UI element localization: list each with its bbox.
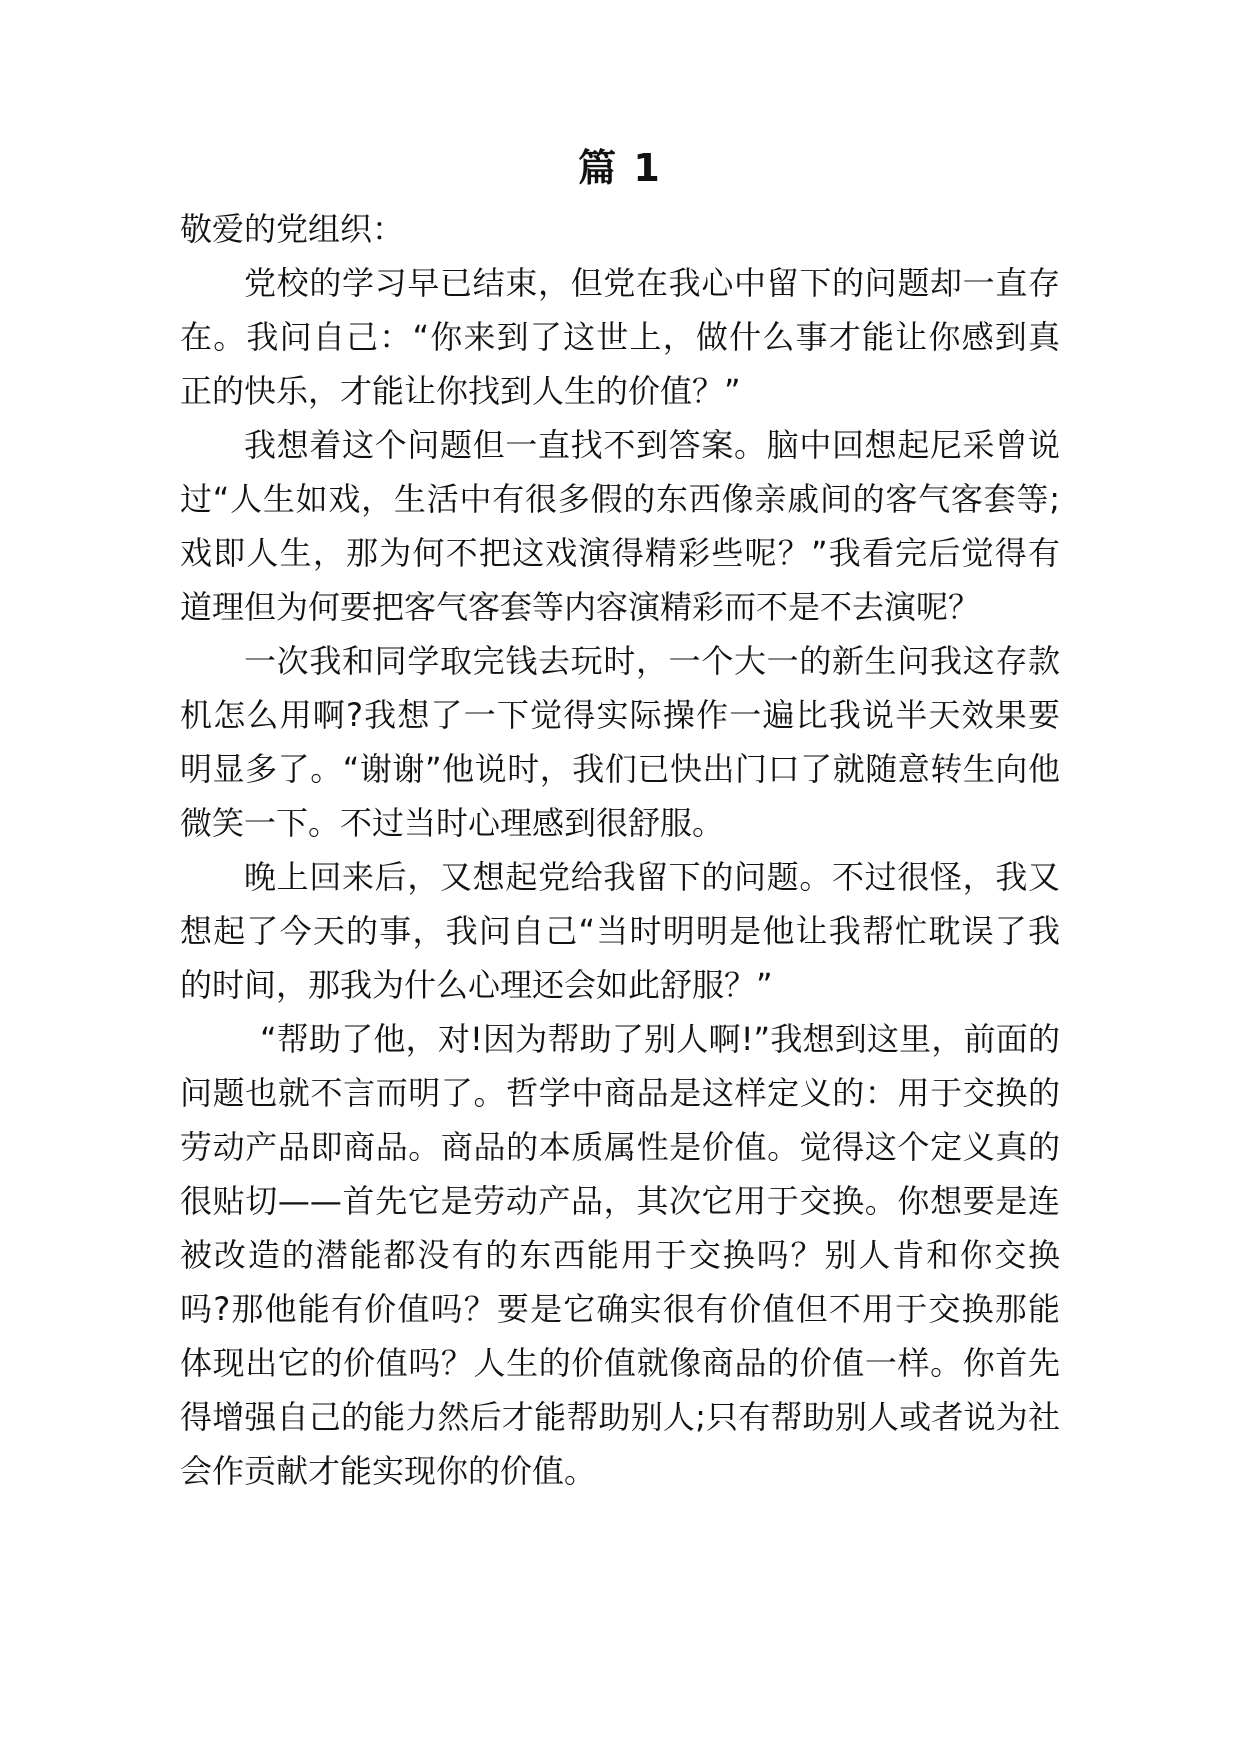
paragraph-3: 一次我和同学取完钱去玩时，一个大一的新生问我这存款机怎么用啊?我想了一下觉得实际操作一遍比我说半天效果要明显多了。“谢谢”他说时，我们已快出门口了就随意转生向他微笑一下。不过当时心理感到很舒服。 bbox=[180, 642, 1060, 842]
salutation: 敬爱的党组织： bbox=[180, 210, 405, 248]
paragraph-1: 党校的学习早已结束，但党在我心中留下的问题却一直存在。我问自己：“你来到了这世上，做什么事才能让你感到真正的快乐，才能让你找到人生的价值？” bbox=[180, 264, 1060, 410]
paragraph-4: 晚上回来后，又想起党给我留下的问题。不过很怪，我又想起了今天的事，我问自己“当时明明是他让我帮忙耽误了我的时间，那我为什么心理还会如此舒服？” bbox=[180, 858, 1060, 1004]
paragraph-2: 我想着这个问题但一直找不到答案。脑中回想起尼采曾说过“人生如戏，生活中有很多假的东西像亲戚间的客气客套等;戏即人生，那为何不把这戏演得精彩些呢？”我看完后觉得有道理但为何要把客气客套等内容演精彩而不是不去演呢？ bbox=[180, 426, 1060, 626]
document-page bbox=[180, 140, 1060, 1498]
document-title: 篇 1 bbox=[578, 146, 662, 190]
paragraph-5: “帮助了他，对!因为帮助了别人啊!”我想到这里，前面的问题也就不言而明了。哲学中商品是这样定义的：用于交换的劳动产品即商品。商品的本质属性是价值。觉得这个定义真的很贴切——首先它是劳动产品，其次它用于交换。你想要是连被改造的潜能都没有的东西能用于交换吗？别人肯和你交换吗?那他能有价值吗？要是它确实很有价值但不用于交换那能体现出它的价值吗？人生的价值就像商品的价值一样。你首先得增强自己的能力然后才能帮助别人;只有帮助别人或者说为社会作贡献才能实现你的价值。 bbox=[180, 1020, 1060, 1490]
